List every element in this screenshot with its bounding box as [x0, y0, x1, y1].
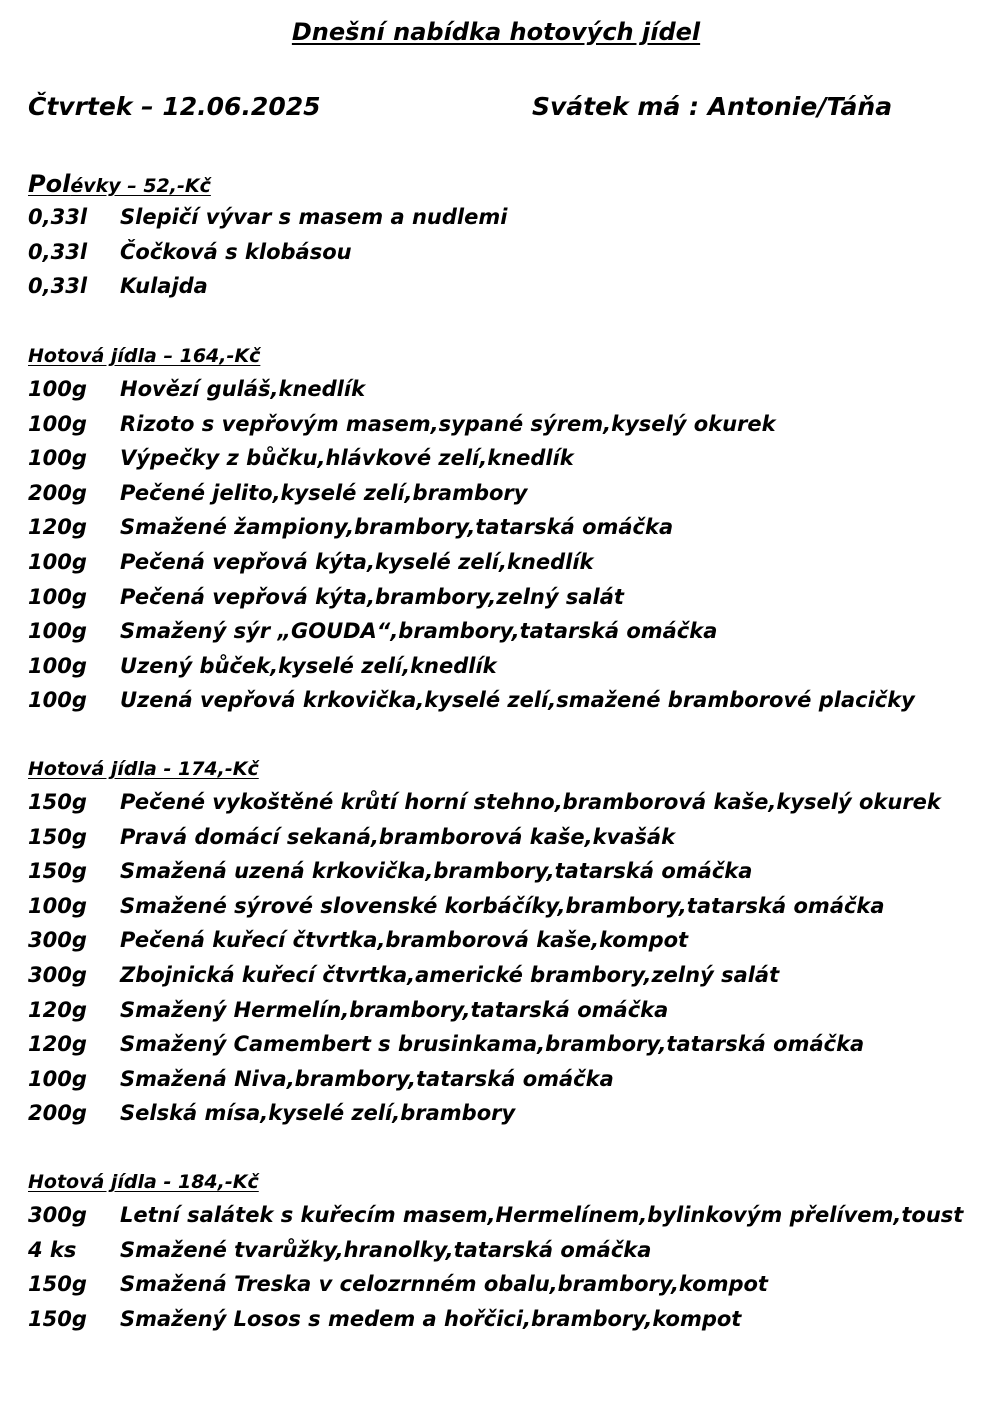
item-quantity: 150g	[28, 1306, 87, 1331]
item-quantity: 100g	[28, 411, 87, 436]
soups-heading-first: Pol	[28, 170, 71, 198]
menu-item	[28, 854, 978, 889]
item-dish: Rizoto s vepřovým masem,sypané sýrem,kyselý okurek	[120, 411, 776, 436]
menu-item	[28, 923, 978, 958]
item-quantity: 150g	[28, 824, 87, 849]
menu-item	[28, 1267, 978, 1302]
item-dish: Slepičí vývar s masem a nudlemi	[120, 205, 508, 229]
menu-item	[28, 683, 978, 718]
menu-item	[28, 235, 978, 270]
item-dish: Smažená uzená krkovička,brambory,tatarská omáčka	[120, 859, 753, 884]
menu-item	[28, 545, 978, 580]
item-dish: Smažené sýrové slovenské korbáčíky,brambory,tatarská omáčka	[120, 893, 885, 918]
item-dish: Uzená vepřová krkovička,kyselé zelí,smažené bramborové placičky	[120, 688, 915, 713]
item-quantity: 120g	[28, 515, 87, 540]
menu-item	[28, 649, 978, 684]
item-quantity: 100g	[28, 619, 87, 644]
item-dish: Hovězí guláš,knedlík	[120, 377, 366, 401]
item-dish: Smažený Camembert s brusinkama,brambory,tatarská omáčka	[120, 1032, 865, 1057]
item-quantity: 100g	[28, 584, 87, 609]
item-dish: Smažené žampiony,brambory,tatarská omáčka	[120, 515, 674, 540]
item-quantity: 150g	[28, 1272, 87, 1297]
item-quantity: 200g	[28, 1101, 87, 1126]
item-quantity: 100g	[28, 653, 87, 678]
menu-item	[28, 407, 978, 442]
item-quantity: 100g	[28, 1066, 87, 1091]
menu-item	[28, 1027, 978, 1062]
soups-heading-rest: évky – 52,-Kč	[70, 175, 211, 197]
menu-item	[28, 820, 978, 855]
menu-item	[28, 1233, 978, 1268]
item-dish: Pečené vykoštěné krůtí horní stehno,bramborová kaše,kyselý okurek	[120, 790, 941, 814]
item-dish: Smažený sýr „GOUDA“,brambory,tatarská omáčka	[120, 619, 718, 644]
menu-item	[28, 1302, 978, 1337]
menu-item	[28, 441, 978, 476]
item-dish: Smažený Hermelín,brambory,tatarská omáčka	[120, 997, 669, 1022]
item-quantity: 200g	[28, 480, 87, 505]
item-dish: Smažené tvarůžky,hranolky,tatarská omáčka	[120, 1237, 652, 1262]
item-quantity: 100g	[28, 446, 87, 471]
item-dish: Pečená vepřová kýta,kyselé zelí,knedlík	[120, 549, 594, 574]
item-dish: Uzený bůček,kyselé zelí,knedlík	[120, 653, 497, 678]
item-quantity: 100g	[28, 893, 87, 918]
item-quantity: 300g	[28, 962, 87, 987]
menu-item	[28, 200, 978, 235]
item-dish: Zbojnická kuřecí čtvrtka,americké brambory,zelný salát	[120, 962, 780, 987]
item-quantity: 4 ks	[28, 1237, 77, 1262]
item-dish: Kulajda	[120, 274, 208, 299]
item-dish: Smažená Niva,brambory,tatarská omáčka	[120, 1066, 614, 1091]
item-quantity: 0,33l	[28, 274, 88, 299]
menu-item	[28, 889, 978, 924]
menu-item	[28, 580, 978, 615]
item-quantity: 0,33l	[28, 205, 88, 229]
item-dish: Smažená Treska v celozrnném obalu,brambory,kompot	[120, 1272, 768, 1297]
menu-item	[28, 614, 978, 649]
menu-item	[28, 476, 978, 511]
item-dish: Letní salátek s kuřecím masem,Hermelínem,bylinkovým přelívem,toust	[120, 1203, 964, 1227]
item-dish: Pečená vepřová kýta,brambory,zelný salát	[120, 584, 624, 609]
item-quantity: 150g	[28, 859, 87, 884]
item-quantity: 100g	[28, 377, 87, 401]
menu-item	[28, 510, 978, 545]
item-quantity: 0,33l	[28, 239, 88, 264]
date-text: Čtvrtek – 12.06.2025	[28, 92, 321, 121]
menu-item	[28, 1062, 978, 1097]
meals-164-section	[28, 340, 978, 718]
item-quantity: 100g	[28, 688, 87, 713]
meals-184-heading: Hotová jídla - 184,-Kč	[28, 1171, 259, 1193]
item-quantity: 300g	[28, 1203, 87, 1227]
item-quantity: 300g	[28, 928, 87, 953]
menu-item	[28, 785, 978, 820]
item-quantity: 150g	[28, 790, 87, 814]
item-dish: Pečené jelito,kyselé zelí,brambory	[120, 480, 528, 505]
soups-section	[28, 168, 978, 304]
item-dish: Pečená kuřecí čtvrtka,bramborová kaše,kompot	[120, 928, 689, 953]
menu-item	[28, 1096, 978, 1131]
meals-184-section	[28, 1166, 978, 1336]
menu-item	[28, 993, 978, 1028]
item-dish: Smažený Losos s medem a hořčici,brambory,kompot	[120, 1306, 742, 1331]
menu-item	[28, 269, 978, 304]
item-quantity: 120g	[28, 997, 87, 1022]
nameday-text: Svátek má : Antonie/Táňa	[532, 92, 893, 121]
menu-item	[28, 958, 978, 993]
meals-174-heading: Hotová jídla - 174,-Kč	[28, 758, 259, 780]
item-quantity: 120g	[28, 1032, 87, 1057]
menu-item	[28, 1198, 978, 1233]
item-dish: Čočková s klobásou	[120, 239, 352, 264]
item-dish: Pravá domácí sekaná,bramborová kaše,kvašák	[120, 824, 676, 849]
item-dish: Výpečky z bůčku,hlávkové zelí,knedlík	[120, 446, 574, 471]
meals-174-section	[28, 753, 978, 1131]
page-title: Dnešní nabídka hotových jídel	[291, 18, 701, 46]
meals-164-heading: Hotová jídla – 164,-Kč	[28, 345, 261, 367]
item-dish: Selská mísa,kyselé zelí,brambory	[120, 1101, 516, 1126]
soups-heading	[28, 168, 978, 200]
item-quantity: 100g	[28, 549, 87, 574]
menu-item	[28, 372, 978, 407]
